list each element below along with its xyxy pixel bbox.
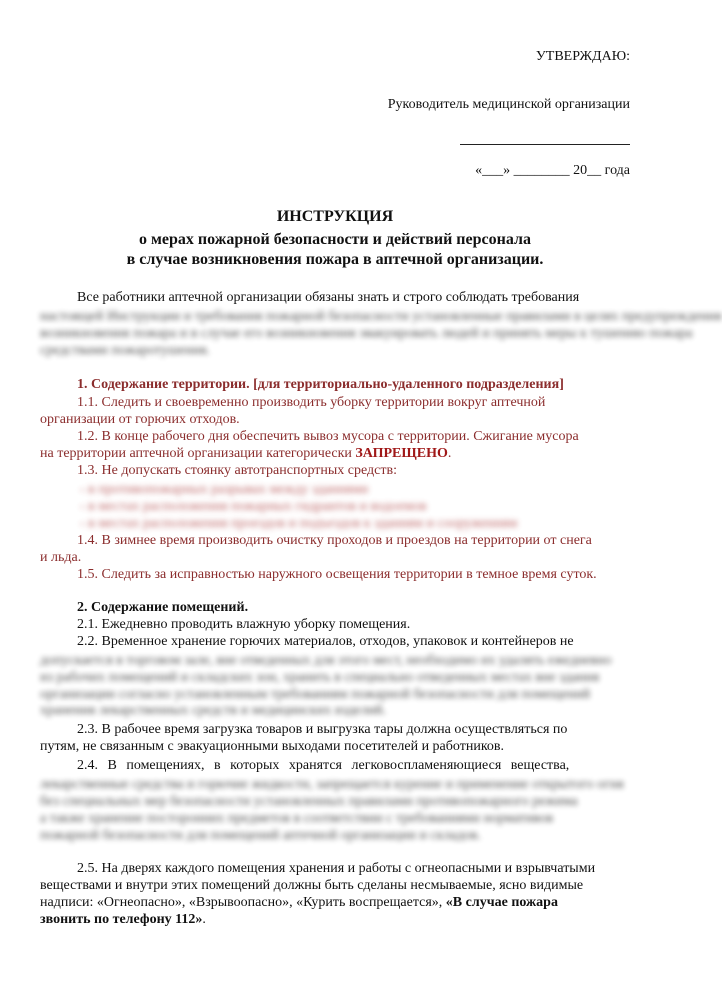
item-2-4-blurred-line: лекарственные средства и горючие жидкости, запрещается курение и применение открытого огня [40,777,624,792]
item-2-5-cont3 [40,910,630,929]
item-2-5-cont: веществами и внутри этих помещений должны быть сделаны несмываемые, ясно видимые [40,878,584,893]
item-1-4: 1.4. В зимнее время производить очистку проходов и проездов на территории от снега [77,533,592,548]
item-2-3: 2.3. В рабочее время загрузка товаров и выгрузка тары должна осуществляться по [77,722,568,737]
item-2-5: 2.5. На дверях каждого помещения хранения и работы с огнеопасными и взрывчатыми [77,861,596,876]
section2-heading: 2. Содержание помещений. [77,600,249,615]
intro-blurred-line: возникновения пожара и в случае его возникновения эвакуировать людей и принять меры к тушению пожара [40,326,693,341]
emergency-phone-emphasis: звонить по телефону 112» [40,912,203,927]
item-1-1-cont: организации от горючих отходов. [40,412,240,427]
intro-blurred-line: настоящей Инструкции и требования пожарной безопасности установленные правилами в целях предупреждения [40,309,722,324]
item-2-4-blurred-line: без специальных мер безопасности установленных правилами противопожарного режима [40,794,578,809]
item-2-2-blurred-line: хранения лекарственных средств и медицинских изделий. [40,703,387,718]
approval-date-line: «___» ________ 20__ года [475,163,630,178]
item-1-2-text: на территории аптечной организации категорически [40,446,356,461]
item-1-2: 1.2. В конце рабочего дня обеспечить вывоз мусора с территории. Сжигание мусора [77,429,579,444]
forbidden-emphasis: ЗАПРЕЩЕНО [355,446,448,461]
approver-position: Руководитель медицинской организации [387,97,630,112]
item-2-5-end: . [202,912,206,927]
item-2-2-blurred-line: организации согласно установленным требованиям пожарной безопасности для помещений [40,687,591,702]
intro-paragraph: Все работники аптечной организации обязаны знать и строго соблюдать требования [77,290,580,305]
item-2-2-blurred-line: допускается в торговом зале, вне отведенных для этого мест, необходимо их удалять ежедневно [40,653,612,668]
item-1-3-blurred-line: - в местах расположения пожарных гидрантов и водоемов [80,499,427,514]
signature-line [460,144,630,145]
section1-heading: 1. Содержание территории. [для территориально-удаленного подразделения] [77,377,564,392]
document-title: ИНСТРУКЦИЯ [276,208,394,225]
item-2-5-text: надписи: «Огнеопасно», «Взрывоопасно», «Курить воспрещается», [40,895,446,910]
item-2-2-blurred-line: из рабочих помещений и складских зон, хранить в специально отведенных местах вне здания [40,670,600,685]
item-2-4: 2.4. В помещениях, в которых хранятся легковоспламеняющиеся вещества, [77,758,570,773]
item-1-2-end: . [447,446,452,461]
item-2-3-cont: путям, не связанным с эвакуационными выходами посетителей и работников. [40,739,505,754]
intro-blurred-line: средствами пожаротушения. [40,343,210,358]
item-1-4-cont: и льда. [40,550,82,565]
item-1-5: 1.5. Следить за исправностью наружного освещения территории в темное время суток. [77,567,597,582]
item-1-3: 1.3. Не допускать стоянку автотранспортных средств: [77,463,397,478]
item-2-4-blurred-line: а также хранение посторонних предметов в соответствии с требованиями нормативов [40,811,554,826]
item-2-2: 2.2. Временное хранение горючих материалов, отходов, упаковок и контейнеров не [77,634,574,649]
item-1-1: 1.1. Следить и своевременно производить уборку территории вокруг аптечной [77,395,546,410]
document-subtitle-line2: в случае возникновения пожара в аптечной организации. [126,251,544,268]
item-2-1: 2.1. Ежедневно проводить влажную уборку помещения. [77,617,411,632]
item-2-4-blurred-line: пожарной безопасности для помещений аптечной организации и складов. [40,828,481,843]
item-1-3-blurred-line: - в местах расположения проездов и подъездов к зданиям и сооружениям [80,516,518,531]
document-subtitle-line1: о мерах пожарной безопасности и действий персонала [139,231,531,248]
approve-label: УТВЕРЖДАЮ: [535,49,630,64]
item-1-3-blurred-line: - в противопожарных разрывах между зданиями [80,482,369,497]
emergency-call-emphasis: «В случае пожара [445,895,558,910]
